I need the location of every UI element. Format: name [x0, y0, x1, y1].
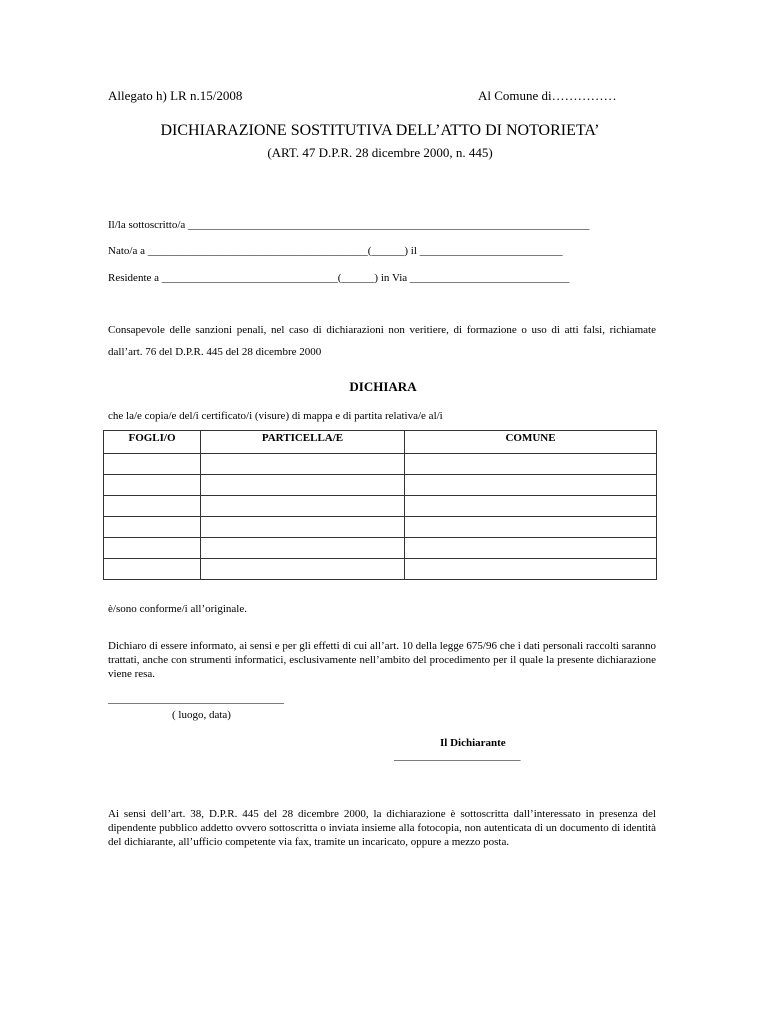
cell-fogli[interactable]	[104, 475, 201, 496]
cell-comune[interactable]	[405, 517, 657, 538]
table-row	[104, 496, 657, 517]
allegato-label: Allegato h) LR n.15/2008	[108, 88, 243, 103]
cell-fogli[interactable]	[104, 496, 201, 517]
document-title: DICHIARAZIONE SOSTITUTIVA DELL’ATTO DI NOTORIETA’	[160, 122, 600, 139]
cell-fogli[interactable]	[104, 454, 201, 475]
cell-particelle[interactable]	[201, 517, 405, 538]
cell-particelle[interactable]	[201, 475, 405, 496]
header-particelle: PARTICELLA/E	[201, 431, 405, 454]
cell-particelle[interactable]	[201, 559, 405, 580]
dichiara-heading: DICHIARA	[349, 379, 417, 394]
cell-comune[interactable]	[405, 496, 657, 517]
cell-comune[interactable]	[405, 454, 657, 475]
document-subtitle: (ART. 47 D.P.R. 28 dicembre 2000, n. 445)	[267, 145, 493, 160]
table-row	[104, 517, 657, 538]
parcels-table	[103, 430, 657, 580]
cell-fogli[interactable]	[104, 538, 201, 559]
cell-comune[interactable]	[405, 475, 657, 496]
table-row	[104, 559, 657, 580]
footer-note: Ai sensi dell’art. 38, D.P.R. 445 del 28 dicembre 2000, la dichiarazione è sottoscritta dall’interessato in presenza del dipendente pubblico addetto ovvero sottoscritta o inviata insieme alla fotocopia, non autenticata di un documento di identità del dichiarante, all’ufficio competente via fax, tramite un incaricato, oppure a mezzo posta.	[108, 808, 656, 848]
luogo-data-label: ( luogo, data)	[172, 709, 231, 721]
cell-fogli[interactable]	[104, 517, 201, 538]
cell-comune[interactable]	[405, 559, 657, 580]
cell-particelle[interactable]	[201, 454, 405, 475]
residente-field[interactable]: Residente a ________________________________(______) in Via _____________________________	[108, 272, 570, 284]
sottoscritto-field[interactable]: Il/la sottoscritto/a _________________________________________________________________________	[108, 219, 590, 231]
table-row	[104, 538, 657, 559]
dichiarante-label: Il Dichiarante	[440, 737, 506, 749]
nato-field[interactable]: Nato/a a ________________________________________(______) il __________________________	[108, 245, 563, 257]
table-header-row	[104, 431, 657, 454]
cell-particelle[interactable]	[201, 538, 405, 559]
comune-addressee: Al Comune di……………	[478, 88, 617, 103]
signature-line[interactable]: _______________________	[394, 750, 521, 762]
consapevole-paragraph: Consapevole delle sanzioni penali, nel caso di dichiarazioni non veritiere, di formazione o uso di atti falsi, richiamate dall’art. 76 del D.P.R. 445 del 28 dicembre 2000	[108, 324, 656, 358]
cell-comune[interactable]	[405, 538, 657, 559]
luogo-data-line[interactable]: ________________________________	[108, 693, 284, 705]
header-comune: COMUNE	[405, 431, 657, 454]
conforme-text: è/sono conforme/i all’originale.	[108, 603, 247, 615]
table-row	[104, 475, 657, 496]
table-row	[104, 454, 657, 475]
header-fogli: FOGLI/O	[104, 431, 201, 454]
privacy-paragraph: Dichiaro di essere informato, ai sensi e per gli effetti di cui all’art. 10 della legge 675/96 che i dati personali raccolti saranno trattati, anche con strumenti informatici, esclusivamente nell’ambito del procedimento per il quale la presente dichiarazione viene resa.	[108, 640, 656, 680]
cell-fogli[interactable]	[104, 559, 201, 580]
cell-particelle[interactable]	[201, 496, 405, 517]
table-intro: che la/e copia/e del/i certificato/i (visure) di mappa e di partita relativa/e al/i	[108, 410, 443, 422]
